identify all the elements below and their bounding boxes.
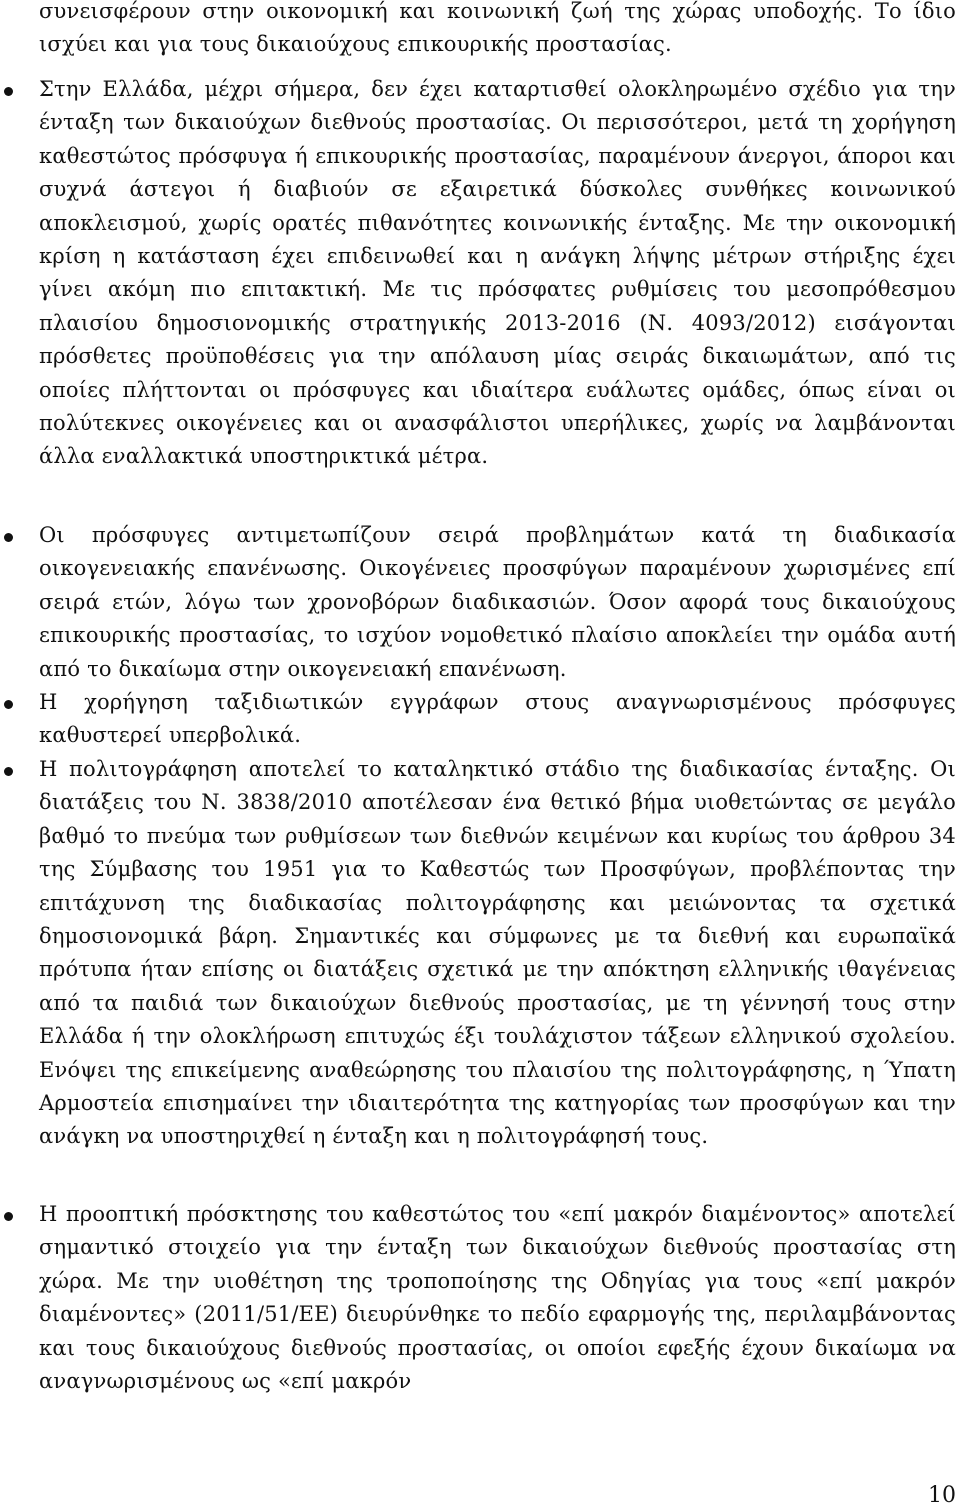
paragraph-naturalization: Η πολιτογράφηση αποτελεί το καταληκτικό στάδιο της διαδικασίας ένταξης. Οι διατάξεις του Ν. 3838/2010 αποτέλεσαν ένα θετικό βήμα υιοθετώντας σε μεγάλο βαθμό το πνεύμα των ρυθμίσεων των διεθνών κειμένων και κυρίως του άρθρου 34 της Σύμβασης του 1951 για το Καθεστώς των Προσφύγων, προβλέποντας την επιτάχυνση της διαδικασίας πολιτογράφησης και μειώνοντας τα σχετικά δημοσιονομικά βάρη. Σημαντικές και σύμφωνες με τα διεθνή και ευρωπαϊκά πρότυπα ήταν επίσης οι διατάξεις σχετικά με την απόκτηση ελληνικής ιθαγένειας από τα παιδιά των δικαιούχων διεθνούς προστασίας, με τη γέννησή τους στην Ελλάδα ή την ολοκλήρωση επιτυχώς έξι τουλάχιστον τάξεων ελληνικού σχολείου. Ενόψει της επικείμενης αναθεώρησης του πλαισίου της πολιτογράφησης, η Ύπατη Αρμοστεία επισημαίνει την ιδιαιτερότητα της κατηγορίας των προσφύγων και την ανάγκη να υποστηριχθεί η ένταξη και η πολιτογράφησή τους. <box>39 757 956 1149</box>
paragraph-long-term-residence: Η προοπτική πρόσκτησης του καθεστώτος του «επί μακρόν διαμένοντος» αποτελεί σημαντικό στοιχείο για την ένταξη των δικαιούχων διεθνούς προστασίας στη χώρα. Με την υιοθέτηση της τροποποίησης της Οδηγίας για τους «επί μακρόν διαμένοντες» (2011/51/ΕΕ) διευρύνθηκε το πεδίο εφαρμογής της, περιλαμβάνοντας και τους δικαιούχους διεθνούς προστασίας, οι οποίοι εφεξής έχουν δικαίωμα να αναγνωρισμένους ως «επί μακρόν <box>39 1202 956 1394</box>
bullet-point-icon <box>4 700 13 709</box>
bullet-point-icon <box>4 1212 13 1221</box>
bullet-point-icon <box>4 767 13 776</box>
paragraph-family-reunification: Οι πρόσφυγες αντιμετωπίζουν σειρά προβλημάτων κατά τη διαδικασία οικογενειακής επανένωσης. Οικογένειες προσφύγων παραμένουν χωρισμένες επί σειρά ετών, λόγω των χρονοβόρων διαδικασιών. Όσον αφορά τους δικαιούχους επικουρικής προστασίας, το ισχύον νομοθετικό πλαίσιο αποκλείει την ομάδα αυτή από το δικαίωμα στην οικογενειακή επανένωση. <box>39 523 956 681</box>
paragraph-integration-plan: Στην Ελλάδα, μέχρι σήμερα, δεν έχει καταρτισθεί ολοκληρωμένο σχέδιο για την ένταξη των δικαιούχων διεθνούς προστασίας. Οι περισσότεροι, μετά τη χορήγηση καθεστώτος πρόσφυγα ή επικουρικής προστασίας, παραμένουν άνεργοι, άποροι και συχνά άστεγοι ή διαβιούν σε εξαιρετικά δύσκολες συνθήκες κοινωνικού αποκλεισμού, χωρίς ορατές πιθανότητες κοινωνικής ένταξης. Με την οικονομική κρίση η κατάσταση έχει επιδεινωθεί και η ανάγκη λήψης μέτρων στήριξης έχει γίνει ακόμη πιο επιτακτική. Με τις πρόσφατες ρυθμίσεις του μεσοπρόθεσμου πλαισίου δημοσιονομικής στρατηγικής 2013-2016 (Ν. 4093/2012) εισάγονται πρόσθετες προϋποθέσεις για την απόλαυση μίας σειράς δικαιωμάτων, από τις οποίες πλήττονται οι πρόσφυγες και ιδιαίτερα ευάλωτες ομάδες, όπως είναι οι πολύτεκνες οικογένειες και οι ανασφάλιστοι υπερήλικες, χωρίς να λαμβάνονται άλλα εναλλακτικά υποστηρικτικά μέτρα. <box>39 77 956 469</box>
bullet-point-icon <box>4 533 13 542</box>
paragraph-continuation: συνεισφέρουν στην οικονομική και κοινωνική ζωή της χώρας υποδοχής. Το ίδιο ισχύει και για τους δικαιούχους επικουρικής προστασίας. <box>39 0 956 57</box>
page-number: 10 <box>928 1483 956 1508</box>
bullet-point-icon <box>4 87 13 96</box>
paragraph-travel-documents: Η χορήγηση ταξιδιωτικών εγγράφων στους αναγνωρισμένους πρόσφυγες καθυστερεί υπερβολικά. <box>39 690 956 748</box>
